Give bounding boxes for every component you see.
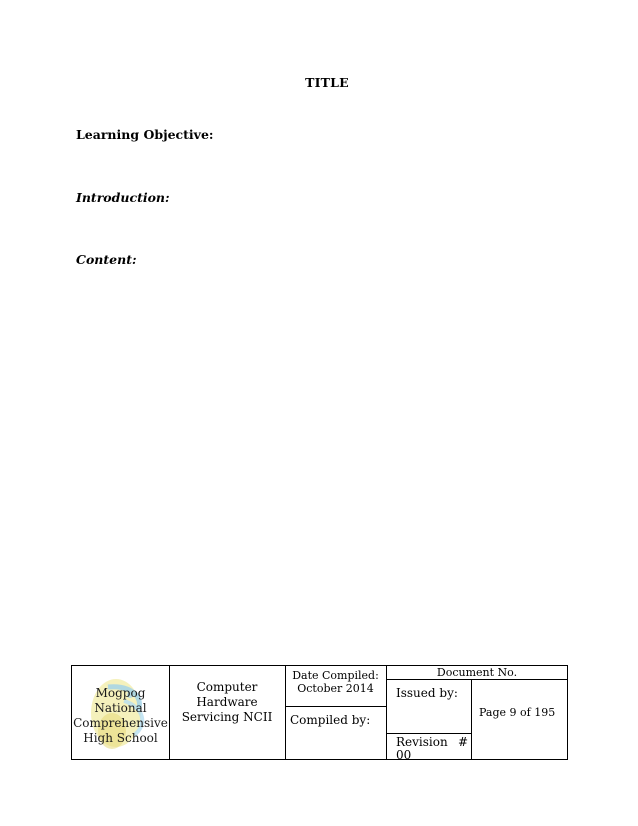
revision-label: Revision bbox=[396, 735, 448, 749]
compiled-by-label: Compiled by: bbox=[290, 713, 371, 727]
document-no-label: Document No. bbox=[436, 666, 518, 679]
introduction-heading: Introduction: bbox=[76, 190, 170, 205]
footer-divider bbox=[285, 706, 386, 707]
school-name-line: Mogpog bbox=[95, 686, 146, 700]
issued-by-label: Issued by: bbox=[396, 686, 458, 700]
revision-hash: # bbox=[458, 735, 469, 749]
date-compiled-value: October 2014 bbox=[297, 682, 374, 695]
page-number: Page 9 of 195 bbox=[479, 706, 556, 719]
date-compiled-label: Date Compiled: bbox=[292, 669, 379, 682]
revision-value: 00 bbox=[396, 748, 412, 762]
school-name-line: National bbox=[94, 701, 147, 715]
date-compiled bbox=[285, 669, 386, 695]
footer-divider bbox=[471, 679, 472, 759]
course-name-line: Computer bbox=[196, 680, 258, 694]
course-name-line: Servicing NCII bbox=[181, 710, 273, 724]
school-name-line: Comprehensive bbox=[73, 716, 168, 730]
course-name bbox=[169, 680, 285, 725]
course-name-line: Hardware bbox=[196, 695, 258, 709]
learning-objective-heading: Learning Objective: bbox=[76, 127, 214, 142]
document-footer-table bbox=[71, 665, 568, 760]
footer-divider bbox=[386, 733, 471, 734]
school-name-line: High School bbox=[83, 731, 158, 745]
school-name bbox=[72, 686, 169, 746]
content-heading: Content: bbox=[76, 252, 137, 267]
footer-divider bbox=[386, 679, 568, 680]
page-title: TITLE bbox=[305, 75, 349, 90]
